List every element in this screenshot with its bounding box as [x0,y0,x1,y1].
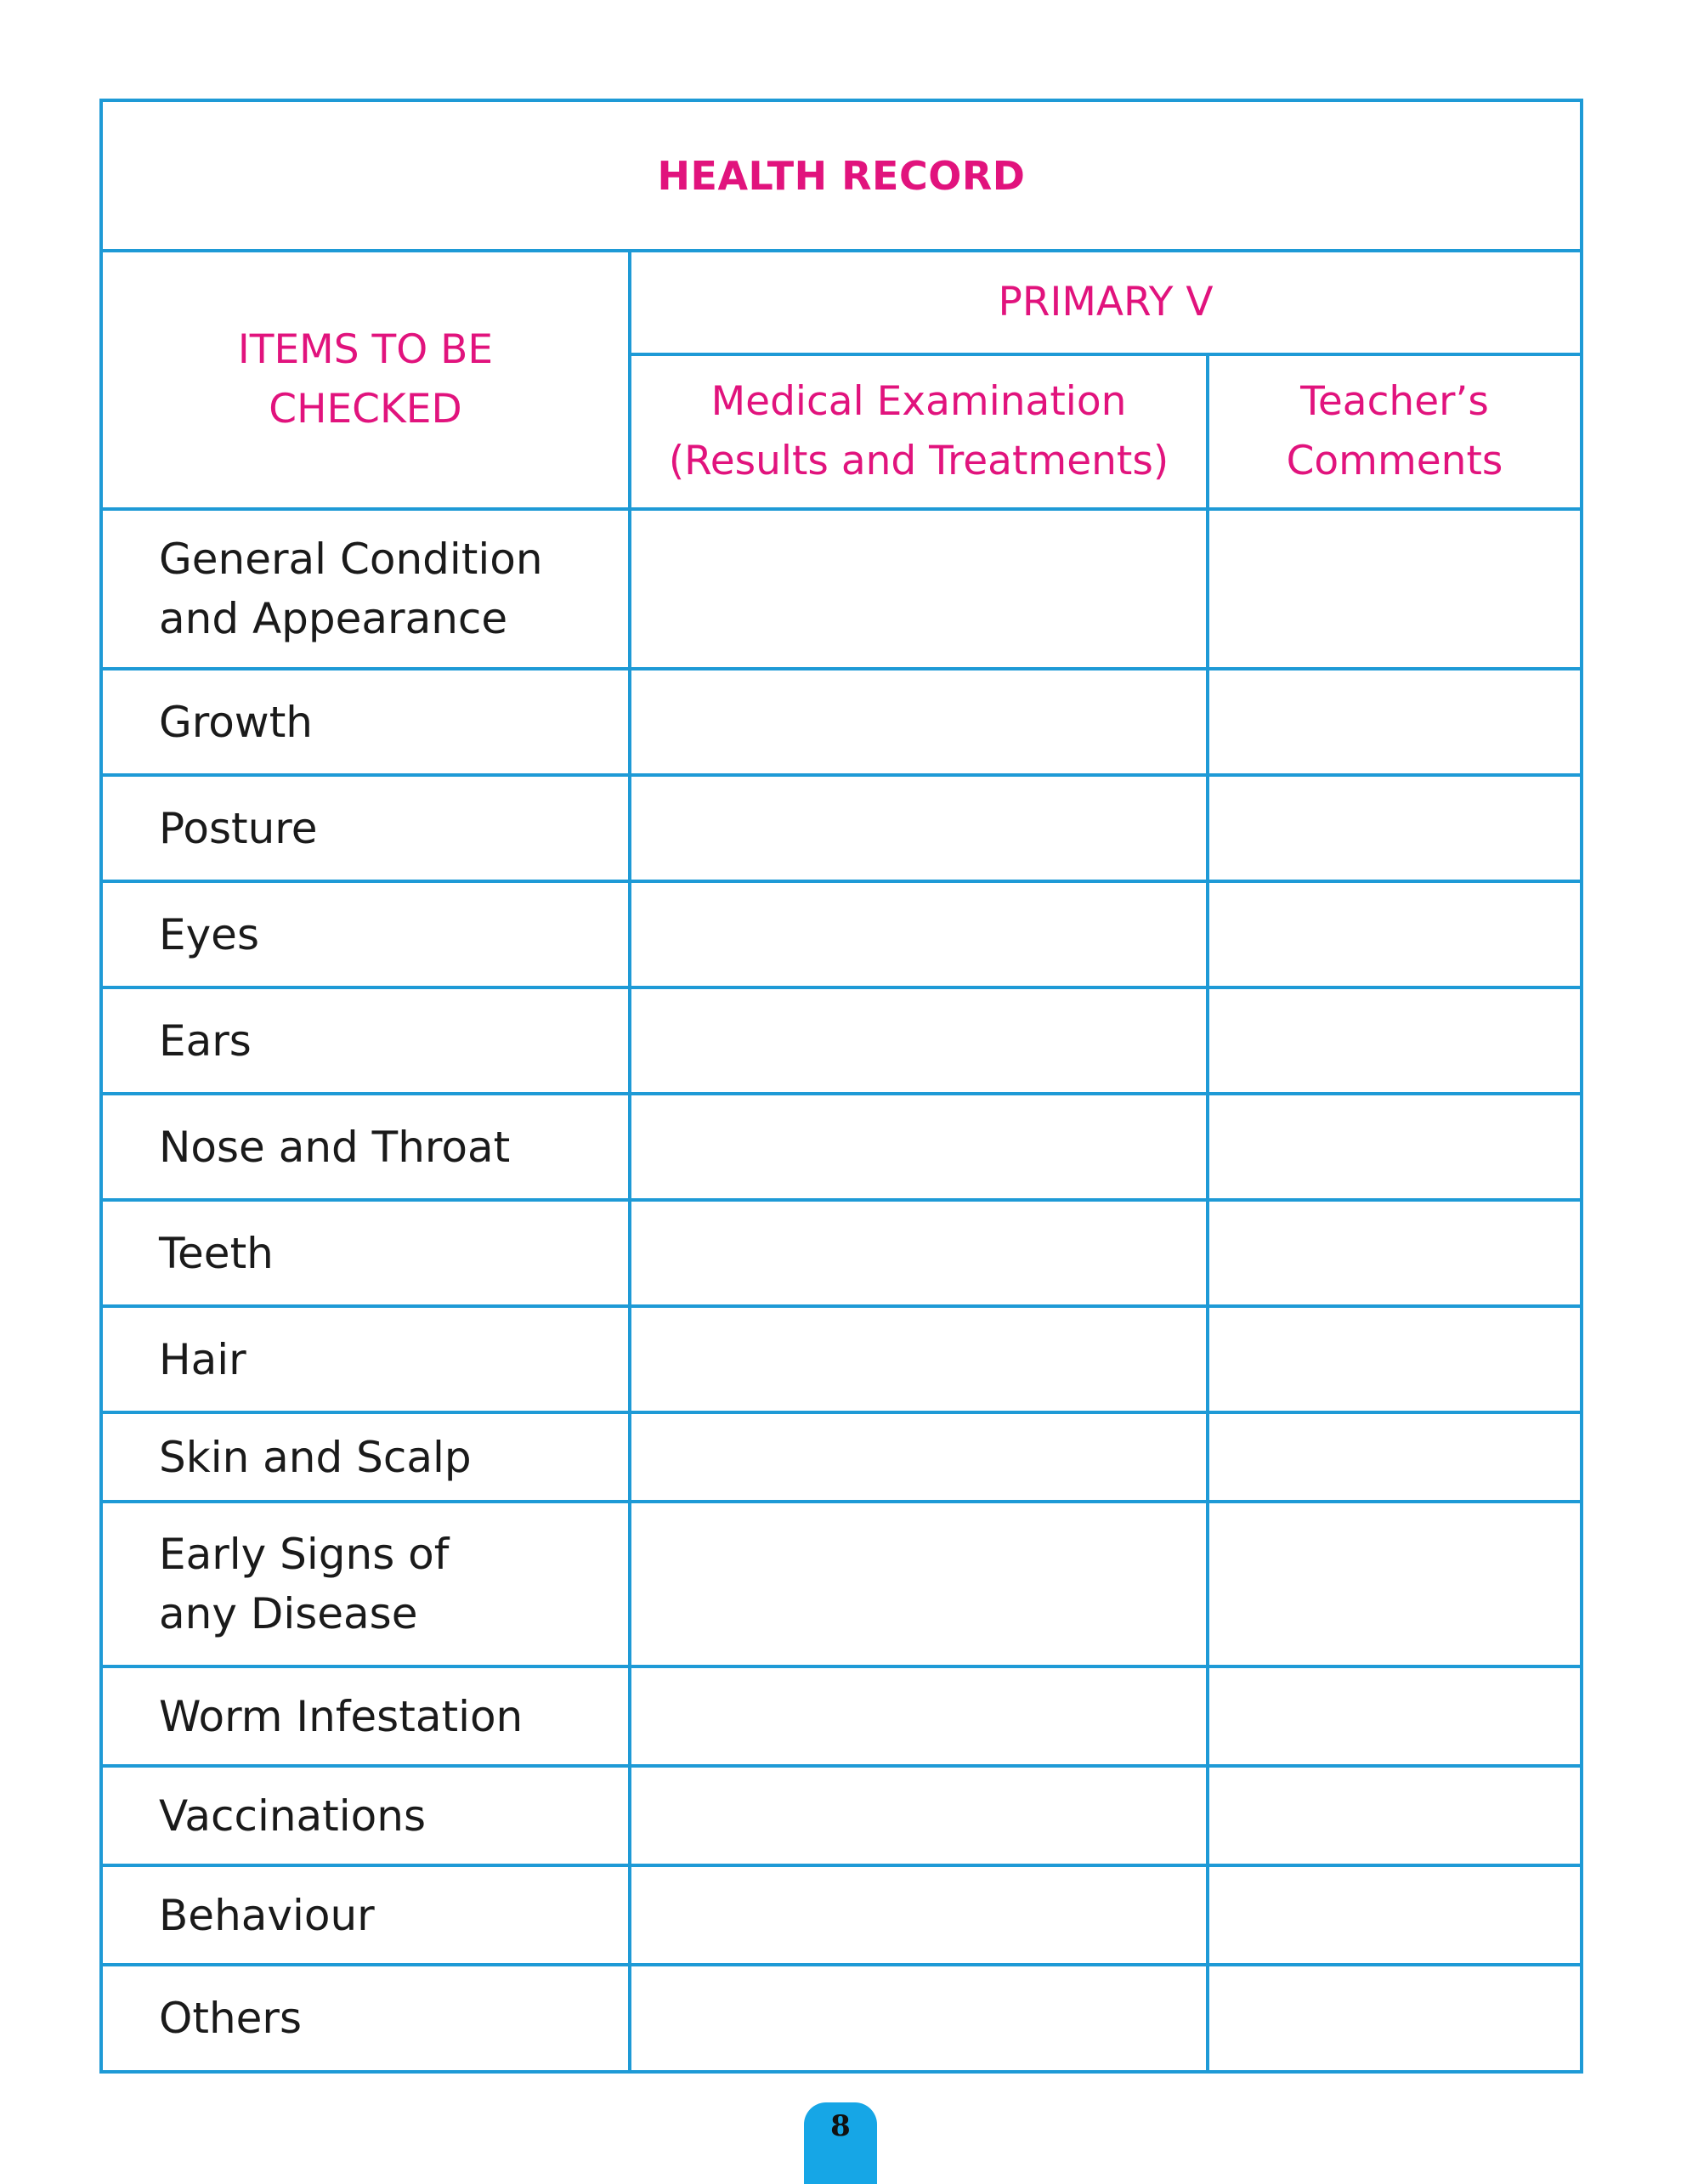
item-teeth: Teeth [101,1200,630,1306]
item-hair: Hair [101,1306,630,1412]
teacher-header-line1: Teacher’s [1300,378,1489,425]
teachers-comments-cell[interactable] [1208,881,1582,987]
table-row [101,775,1582,881]
medical-header-line1: Medical Examination [710,378,1127,425]
medical-examination-cell[interactable] [630,987,1208,1094]
table-row [101,1766,1582,1865]
item-label-line2: any Disease [159,1589,418,1638]
table-row [101,1666,1582,1766]
primary-v-header: PRIMARY V [630,251,1582,354]
teachers-comments-cell[interactable] [1208,1766,1582,1865]
medical-examination-cell[interactable] [630,1306,1208,1412]
medical-examination-cell[interactable] [630,669,1208,775]
teachers-comments-cell[interactable] [1208,1200,1582,1306]
medical-header-line2: (Results and Treatments) [668,438,1169,484]
items-header-line2: CHECKED [269,386,462,433]
table-row [101,1865,1582,1965]
teachers-comments-cell[interactable] [1208,669,1582,775]
item-label-line1: Early Signs of [159,1530,450,1579]
teacher-header-line2: Comments [1286,438,1503,484]
teachers-comments-header [1208,354,1582,509]
teachers-comments-cell[interactable] [1208,1666,1582,1766]
item-eyes: Eyes [101,881,630,987]
item-label-line2: and Appearance [159,594,508,643]
table-row [101,987,1582,1094]
item-behaviour: Behaviour [101,1865,630,1965]
table-row [101,1502,1582,1666]
teachers-comments-cell[interactable] [1208,1306,1582,1412]
teachers-comments-cell[interactable] [1208,509,1582,669]
health-record-table [99,99,1583,2074]
item-nose-and-throat: Nose and Throat [101,1094,630,1200]
medical-examination-cell[interactable] [630,1965,1208,2072]
medical-examination-cell[interactable] [630,1502,1208,1666]
medical-examination-cell[interactable] [630,1094,1208,1200]
medical-examination-cell[interactable] [630,509,1208,669]
table-row [101,509,1582,669]
medical-examination-cell[interactable] [630,1666,1208,1766]
teachers-comments-cell[interactable] [1208,1865,1582,1965]
teachers-comments-cell[interactable] [1208,1965,1582,2072]
table-row [101,881,1582,987]
item-label-line1: General Condition [159,535,543,584]
medical-examination-cell[interactable] [630,1412,1208,1502]
teachers-comments-cell[interactable] [1208,1094,1582,1200]
medical-examination-cell[interactable] [630,1766,1208,1865]
table-row [101,1094,1582,1200]
items-to-be-checked-header [101,251,630,509]
page-number: 8 [804,2102,877,2184]
items-header-line1: ITEMS TO BE [237,326,494,373]
item-skin-and-scalp: Skin and Scalp [101,1412,630,1502]
item-growth: Growth [101,669,630,775]
medical-examination-cell[interactable] [630,881,1208,987]
teachers-comments-cell[interactable] [1208,987,1582,1094]
item-early-signs-of-disease [101,1502,630,1666]
teachers-comments-cell[interactable] [1208,1412,1582,1502]
item-worm-infestation: Worm Infestation [101,1666,630,1766]
table-row [101,669,1582,775]
medical-examination-cell[interactable] [630,1200,1208,1306]
item-general-condition [101,509,630,669]
table-row [101,1412,1582,1502]
item-posture: Posture [101,775,630,881]
table-title: HEALTH RECORD [101,100,1582,251]
medical-examination-header [630,354,1208,509]
table-row [101,1200,1582,1306]
table-row [101,1306,1582,1412]
item-others: Others [101,1965,630,2072]
teachers-comments-cell[interactable] [1208,775,1582,881]
medical-examination-cell[interactable] [630,1865,1208,1965]
teachers-comments-cell[interactable] [1208,1502,1582,1666]
item-vaccinations: Vaccinations [101,1766,630,1865]
item-ears: Ears [101,987,630,1094]
table-row [101,1965,1582,2072]
medical-examination-cell[interactable] [630,775,1208,881]
